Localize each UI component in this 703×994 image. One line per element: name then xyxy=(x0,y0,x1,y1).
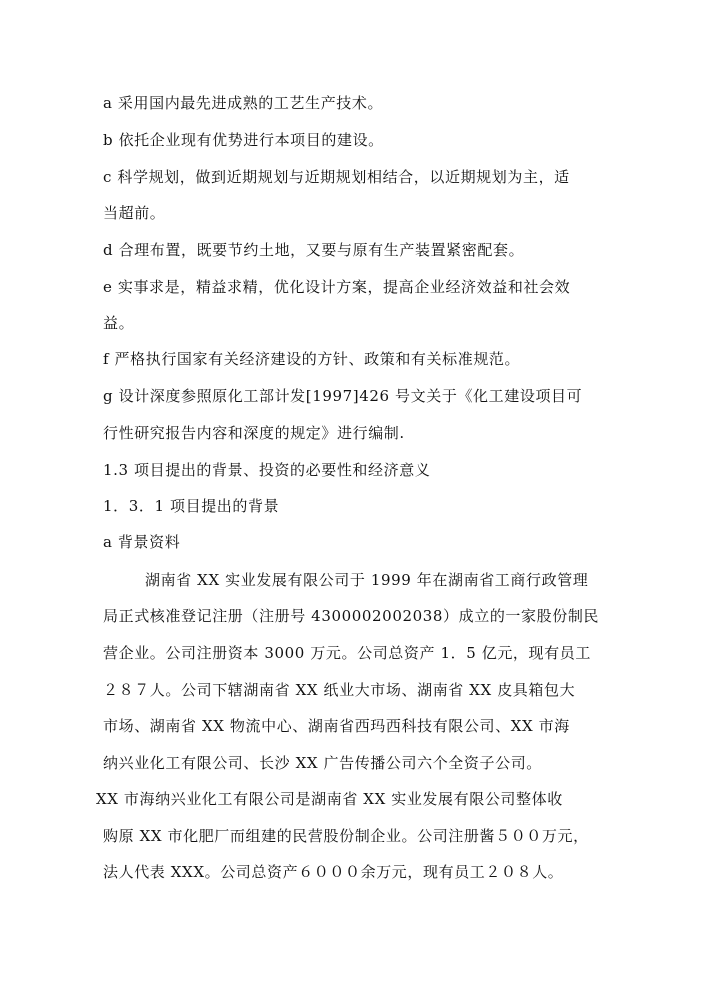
paragraph-line: XX 市海纳兴业化工有限公司是湖南省 XX 实业发展有限公司整体收 xyxy=(96,790,563,808)
text-line: b 依托企业现有优势进行本项目的建设。 xyxy=(103,131,384,149)
text-line: g 设计深度参照原化工部计发[1997]426 号文关于《化工建设项目可 xyxy=(103,387,583,405)
item-heading: a 背景资料 xyxy=(103,533,181,551)
paragraph-line: 法人代表 XXX。公司总资产６０００余万元，现有员工２０８人。 xyxy=(103,863,564,881)
paragraph-line: ２８７人。公司下辖湖南省 XX 纸业大市场、湖南省 XX 皮具箱包大 xyxy=(103,681,576,699)
text-line: a 采用国内最先进成熟的工艺生产技术。 xyxy=(103,94,384,112)
paragraph-line: 局正式核准登记注册（注册号 4300002002038）成立的一家股份制民 xyxy=(103,607,600,625)
subsection-heading: 1．3．1 项目提出的背景 xyxy=(103,497,280,515)
section-heading: 1.3 项目提出的背景、投资的必要性和经济意义 xyxy=(103,461,431,479)
text-line: f 严格执行国家有关经济建设的方针、政策和有关标准规范。 xyxy=(103,350,521,368)
paragraph-line: 市场、湖南省 XX 物流中心、湖南省西玛西科技有限公司、XX 市海 xyxy=(103,717,570,735)
text-line: 益。 xyxy=(103,314,135,332)
paragraph-line: 购原 XX 市化肥厂而组建的民营股份制企业。公司注册酱５００万元， xyxy=(103,827,589,845)
paragraph-line: 湖南省 XX 实业发展有限公司于 1999 年在湖南省工商行政管理 xyxy=(145,571,589,589)
text-line: e 实事求是，精益求精，优化设计方案，提高企业经济效益和社会效 xyxy=(103,278,571,296)
text-line: 行性研究报告内容和深度的规定》进行编制. xyxy=(103,424,405,442)
text-line: c 科学规划，做到近期规划与近期规划相结合，以近期规划为主，适 xyxy=(103,168,570,186)
text-line: 当超前。 xyxy=(103,204,166,222)
paragraph-line: 营企业。公司注册资本 3000 万元。公司总资产 1．5 亿元，现有员工 xyxy=(103,644,591,662)
text-line: d 合理布置，既要节约土地，又要与原有生产装置紧密配套。 xyxy=(103,241,525,259)
paragraph-line: 纳兴业化工有限公司、长沙 XX 广告传播公司六个全资子公司。 xyxy=(103,754,542,772)
